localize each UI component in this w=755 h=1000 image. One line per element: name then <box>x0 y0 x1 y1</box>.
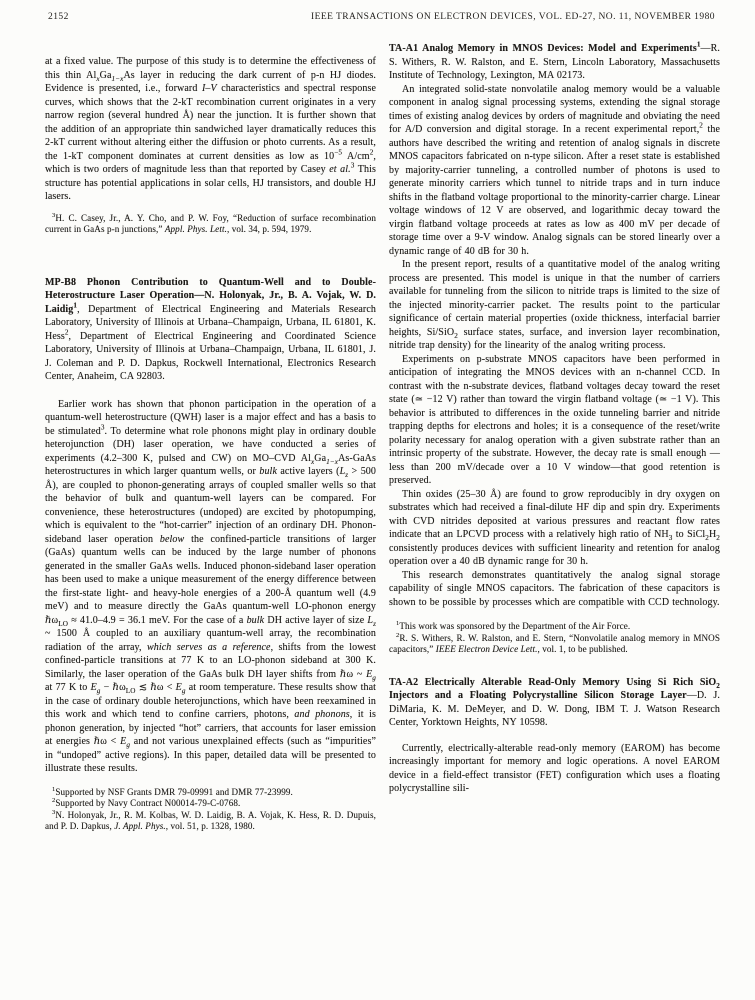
ta-a1-paragraph-5: This research demonstrates quantitatively the analog signal storage capability of single MNOS capacitors. The fabrication of these capacitors is shown to be possible by processes which are compatible with CCD technology. <box>389 569 720 608</box>
ta-a1-paragraph-1: An integrated solid-state nonvolatile analog memory would be a valuable component in analog signal processing systems, extending the signal storage times of existing analog devices by orders of magnitude and obviating the need for A/D conversion and digital storage. In a recent experimental report,$^2$ the authors have described the writing and retention of analog signals in discrete MNOS capacitors fabricated on n-type silicon. After a reset state is established by majority-carrier tunneling, a controlled number of photons is used to generate minority carriers which tunnel to nitride traps and in turn induce shifts in the flatband voltage proportional to the minority-carrier charge. Linear voltage windows of 12 V are observed, and logarithmic decay toward the virgin flatband voltage proceeds at rates as low as 400 mV per decade of storage time over a 9-V window. Analog signals can be stored linearly over a dynamic range of 40 dB for 30 h. <box>389 83 720 257</box>
page-number: 2152 <box>48 12 69 22</box>
journal-title: IEEE TRANSACTIONS ON ELECTRON DEVICES, VOL. ED-27, NO. 11, NOVEMBER 1980 <box>310 12 715 22</box>
abstract-ta-a1 <box>389 42 720 656</box>
ta-a1-paragraph-3: Experiments on p-substrate MNOS capacitors have been performed in anticipation of integrating the MNOS devices with an n-channel CCD. In contrast with the n-substrate devices, flatband voltages decay toward the reset state (≃ −12 V) rather than toward the virgin flatband voltage (≃ −1 V). This behavior is attributed to differences in the oxide tunneling barrier and nitride trapping depths for electrons and holes; it is a consequence of the reset/write polarity necessary for analog operation with a given substrate rather than an intrinsic property of the substrate. However, the decay rate is small enough —less than 200 mV/decade over a 10 V window—that good retention is preserved. <box>389 353 720 486</box>
abstract-continuation-text: at a fixed value. The purpose of this study is to determine the effectiveness of this thin $Al_xGa_{1-x}As$ layer in reducing the dark current of p-n HJ diodes. Evidence is presented, i.e., forward I–V characteristics and spectral response curves, which shows that the 2-kT recombination current originates in a very narrow region (several hundred Å) near the junction. It is further shown that the addition of an appropriate thin sandwiched layer dramatically reduces this 2-kT current without altering either the diffusion or photo currents. As a result, the 1-kT component dominates at current densities as low as $10^{-5}$ $A/cm^2$, which is two orders of magnitude less than that reported by Casey et al.$^3$ This structure has potential applications in solar cells, HJ transistors, and double HJ lasers. <box>45 56 377 202</box>
ta-a1-footnote-2: $^2$R. S. Withers, R. W. Ralston, and E. Stern, “Nonvolatile analog memory in MNOS capacitors,” IEEE Electron Device Lett., vol. 1, to be published. <box>389 631 720 655</box>
mp-b8-heading: MP-B8 Phonon Contribution to Quantum-Well and to Double-Heterostructure Laser Operation—N. Holonyak, Jr., B. A. Vojak, W. D. Laidig$^1$, Department of Electrical Engineering and Materials Research Laboratory, University of Illinois at Urbana–Champaign, Urbana, IL 61801, K. Hess$^2$, Department of Electrical Engineering and Coordinated Science Laboratory, University of Illinois at Urbana–Champaign, Urbana, IL 61801, J. J. Coleman and P. D. Dapkus, Rockwell International, Electronics Research Center, Anaheim, CA 92803. <box>45 276 376 383</box>
ta-a1-heading: TA-A1 Analog Memory in MNOS Devices: Model and Experiments$^1$—R. S. Withers, R. W. Ralston, and E. Stern, Lincoln Laboratory, Massachusetts Institute of Technology, Lexington, MA 02173. <box>389 40 720 81</box>
left-column <box>45 42 376 833</box>
running-head <box>48 12 715 22</box>
footnote-block-casey <box>45 213 376 236</box>
mp-b8-body: Earlier work has shown that phonon participation in the operation of a quantum-well heterostructure (QWH) laser is a major effect and has a basis to be stimulated$^3$. To determine what role phonons might play in ordinary double heterojunction (DH) laser operation, we have conducted a series of experiments (4.2–300 K, pulsed and CW) on MO–CVD $Al_xGa_{1-x}As$-GaAs heterostructures in which larger quantum wells, or bulk active layers ($L_z > 500$ Å), are coupled to phonon-generating arrays of coupled smaller wells so that the behavior of bulk and quantum-well layers can be compared. For convenience, these heterostructures (undoped) are excited by photopumping, which is equivalent to the “hot-carrier” injection of an ordinary DH. Phonon-sideband laser operation below the confined-particle transitions of larger (GaAs) quantum wells can be induced by the large number of phonons generated in the smaller GaAs wells. Induced phonon-sideband laser operation has been used to make a unique measurement of the energy difference between the first-state light- and heavy-hole energies of a 200-Å quantum well (4.9 meV) and to measure directly the GaAs quantum-well LO-phonon energy ℏω$_{LO}$ ≈ 41.0–4.9 = 36.1 meV. For the case of a bulk DH active layer of size $L_z$ ~ 1500 Å coupled to an auxiliary quantum-well array, the recombination radiation of the array, which serves as a reference, shifts from the lowest confined-particle transitions at 77 K to an LO-phonon sideband at 300 K. Similarly, the laser operation of the GaAs bulk DH layer shifts from ℏω ~ $E_g$ at 77 K to $E_g$ − ℏω$_{LO}$ ≲ ℏω < $E_g$ at room temperature. These results show that in the case of ordinary double heterojunctions, which have been reexamined in this work and which tend to confine carriers, photons, and phonons, it is phonon generation, by injected “hot” carriers, that accounts for laser emission at energies ℏω < $E_g$ and not various unexplained effects (such as “impurities” in “undoped” active regions). In this paper, detailed data will be presented to illustrate these results. <box>45 398 376 775</box>
mp-b8-footnote-2: $^2$Supported by Navy Contract N00014-79-C-0768. <box>52 797 241 809</box>
abstract-mp-b8 <box>45 276 376 833</box>
footnote-block-mp-b8 <box>45 787 376 833</box>
mp-b8-footnote-1: $^1$Supported by NSF Grants DMR 79-09991 and DMR 77-23999. <box>52 785 293 797</box>
ta-a2-heading: TA-A2 Electrically Alterable Read-Only Memory Using Si Rich SiO$_2$ Injectors and a Floating Polycrystalline Silicon Storage Layer—D. J. DiMaria, K. M. DeMeyer, and D. W. Dong, IBM T. J. Watson Research Center, Yorktown Heights, NY 10598. <box>389 676 721 729</box>
right-column <box>389 42 720 833</box>
abstract-ta-a2 <box>389 676 720 796</box>
ta-a1-footnote-1: $^1$This work was sponsored by the Department of the Air Force. <box>396 619 631 631</box>
footnote-casey: $^3$H. C. Casey, Jr., A. Y. Cho, and P. W. Foy, “Reduction of surface recombination current in GaAs p-n junctions,” Appl. Phys. Lett., vol. 34, p. 594, 1979. <box>45 211 376 235</box>
ta-a1-paragraph-2: In the present report, results of a quantitative model of the analog writing process are presented. This model is unique in that the number of carriers available for tunneling from the silicon to nitride traps is limited to the size of the injected minority-carrier packet. The results point to the particular significance of certain material properties (oxide thickness, interfacial barrier heights, Si/SiO$_2$ surface states, surface, and inversion layer recombination, nitride trap density) for the linearity of the analog writing process. <box>389 259 720 351</box>
two-column-layout <box>45 42 720 833</box>
footnote-block-ta-a1 <box>389 621 720 656</box>
mp-b8-footnote-3: $^3$N. Holonyak, Jr., R. M. Kolbas, W. D. Laidig, B. A. Vojak, K. Hess, R. D. Dupuis, and P. D. Dapkus, J. Appl. Phys., vol. 51, p. 1328, 1980. <box>45 808 376 832</box>
ta-a1-paragraph-4: Thin oxides (25–30 Å) are found to grow reproducibly in dry oxygen on substrates which had received a final-dilute HF dip and spin dry. Experiments with CVD nitrides deposited at various pressures and reactant flow rates indicate that an LPCVD process with a relatively high ratio of $NH_3$ to $SiCl_2H_2$ consistently produces devices with sufficient linearity and retention for analog operation over a 40 dB dynamic range for 30 h. <box>389 488 720 567</box>
ta-a2-paragraph-1: Currently, electrically-alterable read-only memory (EAROM) has become increasingly important for memory and logic operations. A novel EAROM device in a field-effect transistor (FET) configuration which uses a floating polycrystalline sili- <box>389 742 720 795</box>
